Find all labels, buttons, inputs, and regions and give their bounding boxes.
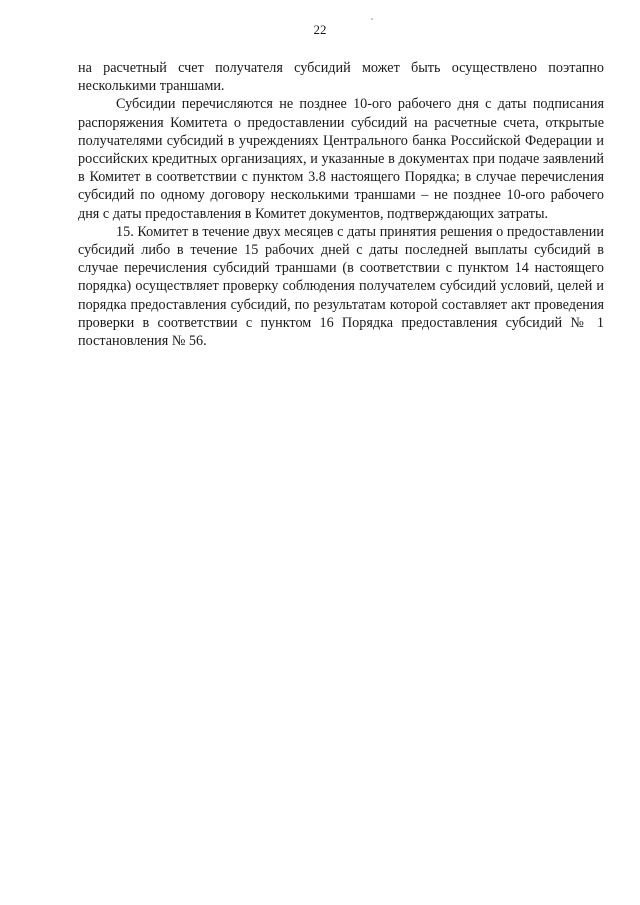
page-number: 22 xyxy=(313,22,327,37)
paragraph-subsidies-transfer: Субсидии перечисляются не позднее 10-ого рабочего дня с даты подписания распоряжения Комитета о предоставлении субсидий на расчетные счета, открытые получателями субсидий в учреждениях Центрального банка Российской Федерации и российских кредитных организациях, и указанные в документах при подаче заявлений в Комитет в соответствии с пунктом 3.8 настоящего Порядка; в случае перечисления субсидий по одному договору несколькими траншами – не позднее 10-ого рабочего дня с даты предоставления в Комитет документов, подтверждающих затраты. xyxy=(78,96,604,222)
scan-speck xyxy=(371,18,373,20)
paragraph-continuation: на расчетный счет получателя субсидий может быть осуществлено поэтапно несколькими траншами. xyxy=(78,60,604,95)
document-body xyxy=(78,59,604,350)
paragraph-item-15: 15. Комитет в течение двух месяцев с даты принятия решения о предоставлении субсидий либо в течение 15 рабочих дней с даты последней выплаты субсидий в случае перечисления субсидий траншами (в соответствии с пунктом 14 настоящего порядка) осуществляет проверку соблюдения получателем субсидий условий, целей и порядка предоставления субсидий, по результатам которой составляет акт проведения проверки в соответствии с пунктом 16 Порядка предоставления субсидий № 1 постановления № 56. xyxy=(78,223,604,350)
